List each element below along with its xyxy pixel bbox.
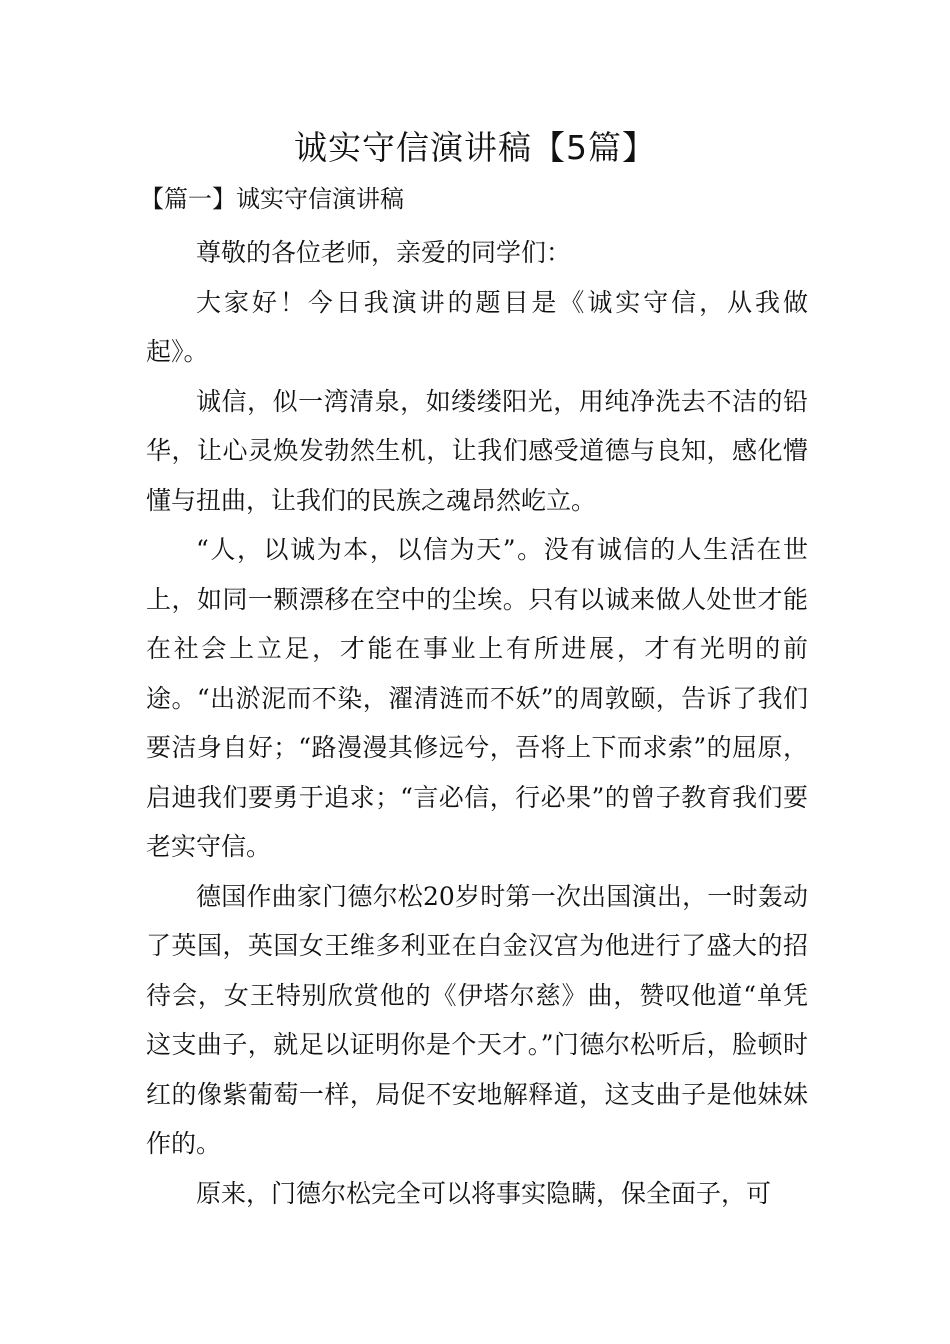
- paragraph-integrity: 诚信，似一湾清泉，如缕缕阳光，用纯净洗去不洁的铅华，让心灵焕发勃然生机，让我们感受道德与良知，感化懵懂与扭曲，让我们的民族之魂昂然屹立。: [146, 386, 808, 515]
- document-body: [146, 228, 808, 1218]
- paragraph-greeting: 尊敬的各位老师，亲爱的同学们：: [196, 238, 572, 267]
- paragraph-intro: 大家好！今日我演讲的题目是《诚实守信，从我做起》。: [146, 287, 808, 366]
- section-heading: 【篇一】诚实守信演讲稿: [140, 185, 404, 213]
- page-title: 诚实守信演讲稿【5篇】: [294, 128, 656, 167]
- paragraph-mendelssohn: 德国作曲家门德尔松20岁时第一次出国演出，一时轰动了英国，英国女王维多利亚在白金汉宫为他进行了盛大的招待会，女王特别欣赏他的《伊塔尔慈》曲，赞叹他道“单凭这支曲子，就足以证明你是个天才。”门德尔松听后，脸顿时红的像紫葡萄一样，局促不安地解释道，这支曲子是他妹妹作的。: [146, 881, 808, 1158]
- paragraph-continuation: 原来，门德尔松完全可以将事实隐瞒，保全面子，可: [196, 1178, 772, 1208]
- paragraph-quotes: “人，以诚为本，以信为天”。没有诚信的人生活在世上，如同一颗漂移在空中的尘埃。只有以诚来做人处世才能在社会上立足，才能在事业上有所进展，才有光明的前途。“出淤泥而不染，濯清涟而不妖”的周敦颐，告诉了我们要洁身自好；“路漫漫其修远兮，吾将上下而求索”的屈原，启迪我们要勇于追求；“言必信，行必果”的曾子教育我们要老实守信。: [146, 535, 808, 861]
